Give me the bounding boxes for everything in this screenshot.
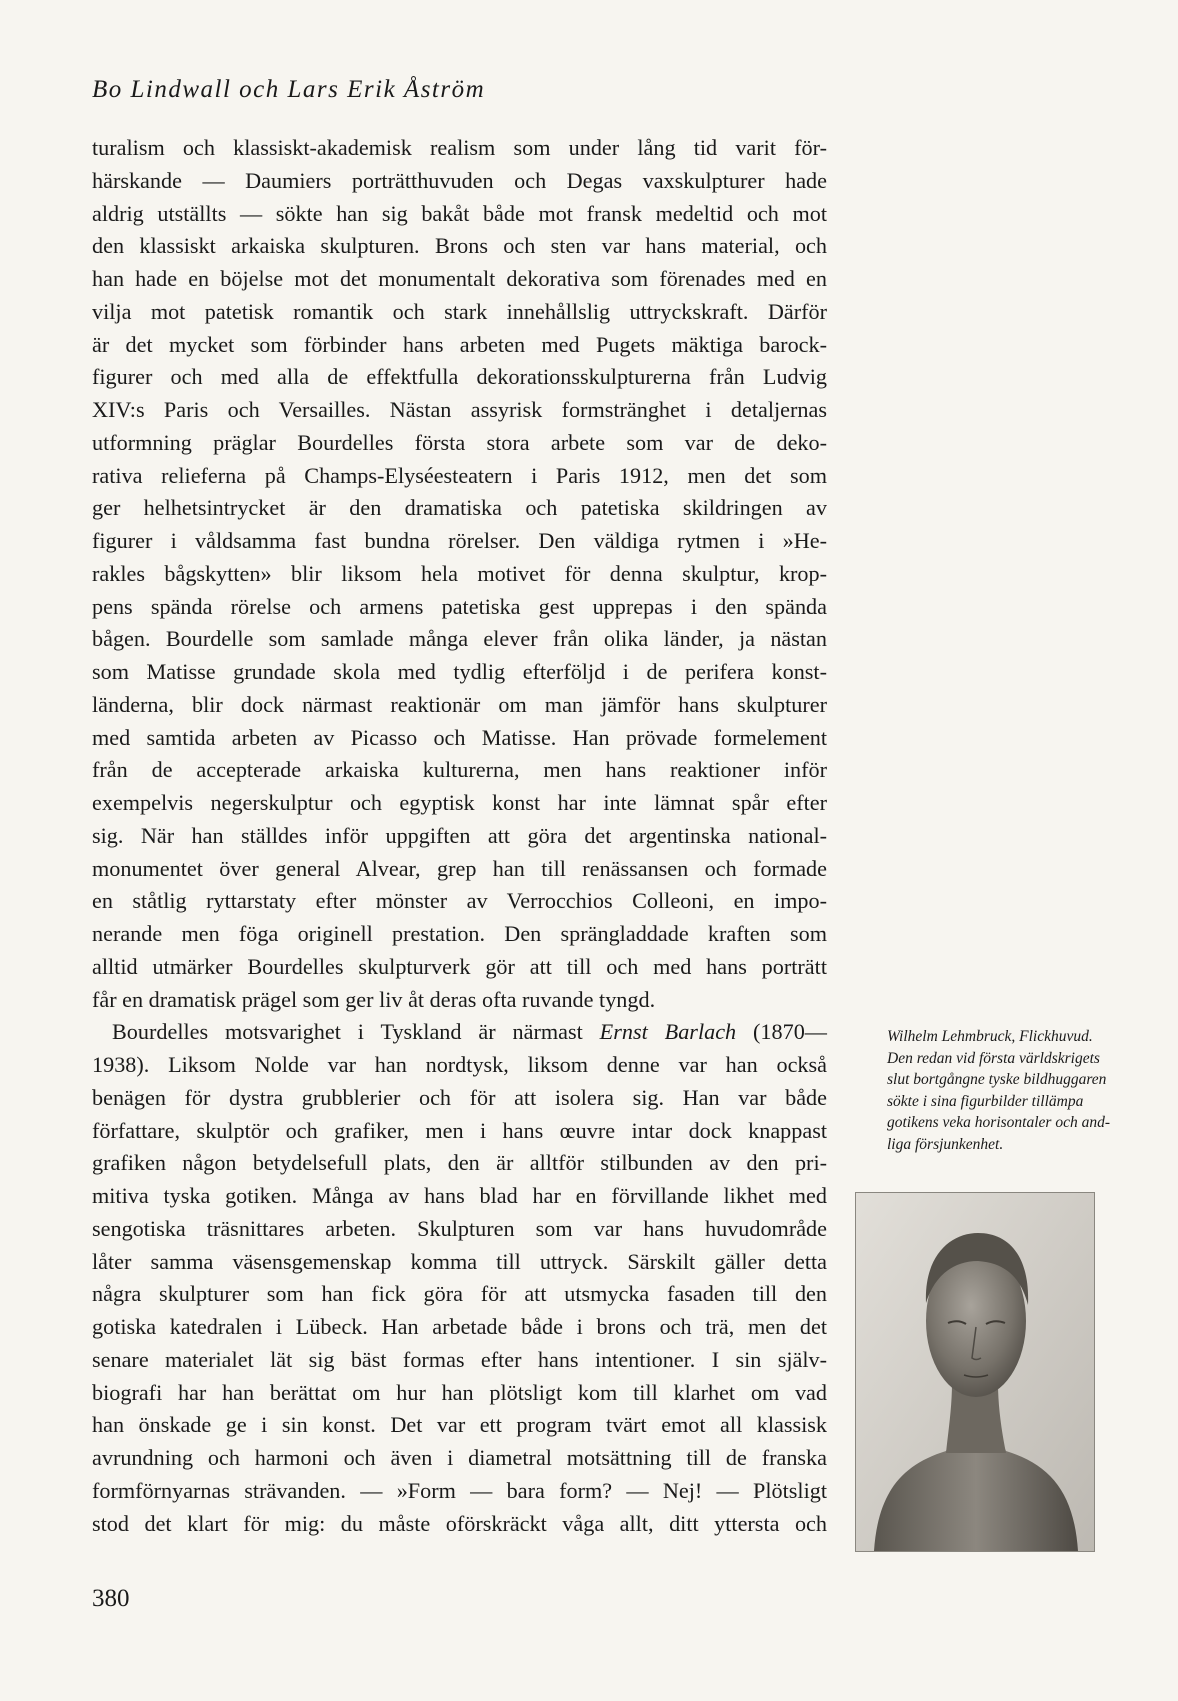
text-line: alltid utmärker Bourdelles skulpturverk gör att till och med hans porträtt	[92, 953, 827, 979]
text-line: avrundning och harmoni och även i diametral motsättning till de franska	[92, 1445, 827, 1470]
text-line: pens spända rörelse och armens patetiska gest upprepas i den spända	[92, 593, 827, 619]
text-line: den klassiskt arkaiska skulpturen. Brons och sten var hans material, och	[92, 233, 827, 259]
text-line: exempelvis negerskulptur och egyptisk konst har inte lämnat spår efter	[92, 790, 827, 815]
text-line: sengotiska träsnittares arbeten. Skulpturen som var hans huvudområde	[92, 1215, 827, 1241]
caption-line: gotikens veka horisontaler och and-	[887, 1114, 1110, 1131]
artist-name: Ernst Barlach	[599, 1019, 737, 1045]
page-number: 380	[92, 1585, 130, 1612]
text-run: (1870—	[736, 1019, 827, 1045]
text-line: turalism och klassiskt-akademisk realism som under lång tid varit för-	[92, 135, 827, 160]
text-line: han önskade ge i sin konst. Det var ett program tvärt emot all klassisk	[92, 1412, 827, 1438]
text-line: från de accepterade arkaiska kulturerna, men hans reaktioner inför	[92, 757, 827, 783]
text-line: utformning präglar Bourdelles första stora arbete som var de deko-	[92, 429, 827, 455]
caption-line: Wilhelm Lehmbruck, Flickhuvud.	[887, 1028, 1093, 1045]
text-line: gotiska katedralen i Lübeck. Han arbetade både i brons och trä, men det	[92, 1314, 827, 1339]
text-line: låter samma väsensgemenskap komma till uttryck. Särskilt gäller detta	[92, 1248, 827, 1274]
text-line: XIV:s Paris och Versailles. Nästan assyrisk formstränghet i detaljernas	[92, 397, 827, 422]
text-line: rakles bågskytten» blir liksom hela motivet för denna skulptur, krop-	[92, 560, 827, 586]
text-line: biografi har han berättat om hur han plötsligt kom till klarhet om vad	[92, 1379, 827, 1405]
text-line: nerande men föga originell prestation. Den sprängladdade kraften som	[92, 921, 827, 946]
text-line: figurer i våldsamma fast bundna rörelser. Den väldiga rytmen i »He-	[92, 528, 827, 553]
text-line: grafiken någon betydelsefull plats, den är alltför stilbunden av den pri-	[92, 1150, 827, 1176]
text-line: 1938). Liksom Nolde var han nordtysk, liksom denne var han också	[92, 1052, 827, 1077]
text-line: som Matisse grundade skola med tydlig efterföljd i de perifera konst-	[92, 659, 827, 684]
text-line: monumentet över general Alvear, grep han till renässansen och formade	[92, 855, 827, 881]
caption-line: liga försjunkenhet.	[887, 1135, 1004, 1153]
main-text-column	[92, 132, 827, 1540]
text-line: ger helhetsintrycket är den dramatiska och patetiska skildringen av	[92, 495, 827, 521]
caption-line: sökte i sina figurbilder tillämpa	[887, 1092, 1084, 1110]
text-line: länderna, blir dock närmast reaktionär om man jämför hans skulpturer	[92, 691, 827, 717]
text-line: aldrig utställts — sökte han sig bakåt både mot fransk medeltid och mot	[92, 200, 827, 226]
paragraph-first-line	[92, 1016, 827, 1049]
text-line: han hade en böjelse mot det monumentalt dekorativa som förenades med en	[92, 266, 827, 291]
text-line: vilja mot patetisk romantik och stark innehållslig uttryckskraft. Därför	[92, 298, 827, 324]
text-line: senare materialet lät sig bäst formas efter hans intentioner. I sin själv-	[92, 1346, 827, 1372]
running-head: Bo Lindwall och Lars Erik Åström	[92, 76, 486, 103]
sculpture-bust-image	[856, 1193, 1094, 1551]
text-line: är det mycket som förbinder hans arbeten med Pugets mäktiga barock-	[92, 331, 827, 357]
text-line: formförnyarnas strävanden. — »Form — bara form? — Nej! — Plötsligt	[92, 1477, 827, 1503]
text-run: Bourdelles motsvarighet i Tyskland är närmast	[112, 1019, 600, 1045]
figure-caption	[887, 1026, 1110, 1155]
text-line: författare, skulptör och grafiker, men i hans œuvre intar dock knappast	[92, 1117, 827, 1143]
text-line: bågen. Bourdelle som samlade många elever från olika länder, ja nästan	[92, 626, 827, 652]
text-line: benägen för dystra grubblerier och för att isolera sig. Han var både	[92, 1084, 827, 1110]
sculpture-photo	[855, 1192, 1095, 1552]
text-line: figurer och med alla de effektfulla dekorationsskulpturerna från Ludvig	[92, 364, 827, 390]
caption-line: slut bortgångne tyske bildhuggaren	[887, 1071, 1107, 1088]
text-line: med samtida arbeten av Picasso och Matisse. Han prövade formelement	[92, 724, 827, 750]
caption-line: Den redan vid första världskrigets	[887, 1049, 1100, 1067]
text-line: stod det klart för mig: du måste oförskräckt våga allt, ditt yttersta och	[92, 1510, 827, 1536]
text-line: får en dramatisk prägel som ger liv åt deras ofta ruvande tyngd.	[92, 986, 656, 1012]
text-line: härskande — Daumiers porträtthuvuden och Degas vaxskulpturer hade	[92, 167, 827, 193]
text-line: sig. När han ställdes inför uppgiften att göra det argentinska national-	[92, 822, 827, 848]
text-line: rativa relieferna på Champs-Elyséesteatern i Paris 1912, men det som	[92, 462, 827, 488]
text-line: mitiva tyska gotiken. Många av hans blad har en förvillande likhet med	[92, 1183, 827, 1208]
text-line: en ståtlig ryttarstaty efter mönster av Verrocchios Colleoni, en impo-	[92, 888, 827, 914]
text-line: några skulpturer som han fick göra för att utsmycka fasaden till den	[92, 1281, 827, 1307]
